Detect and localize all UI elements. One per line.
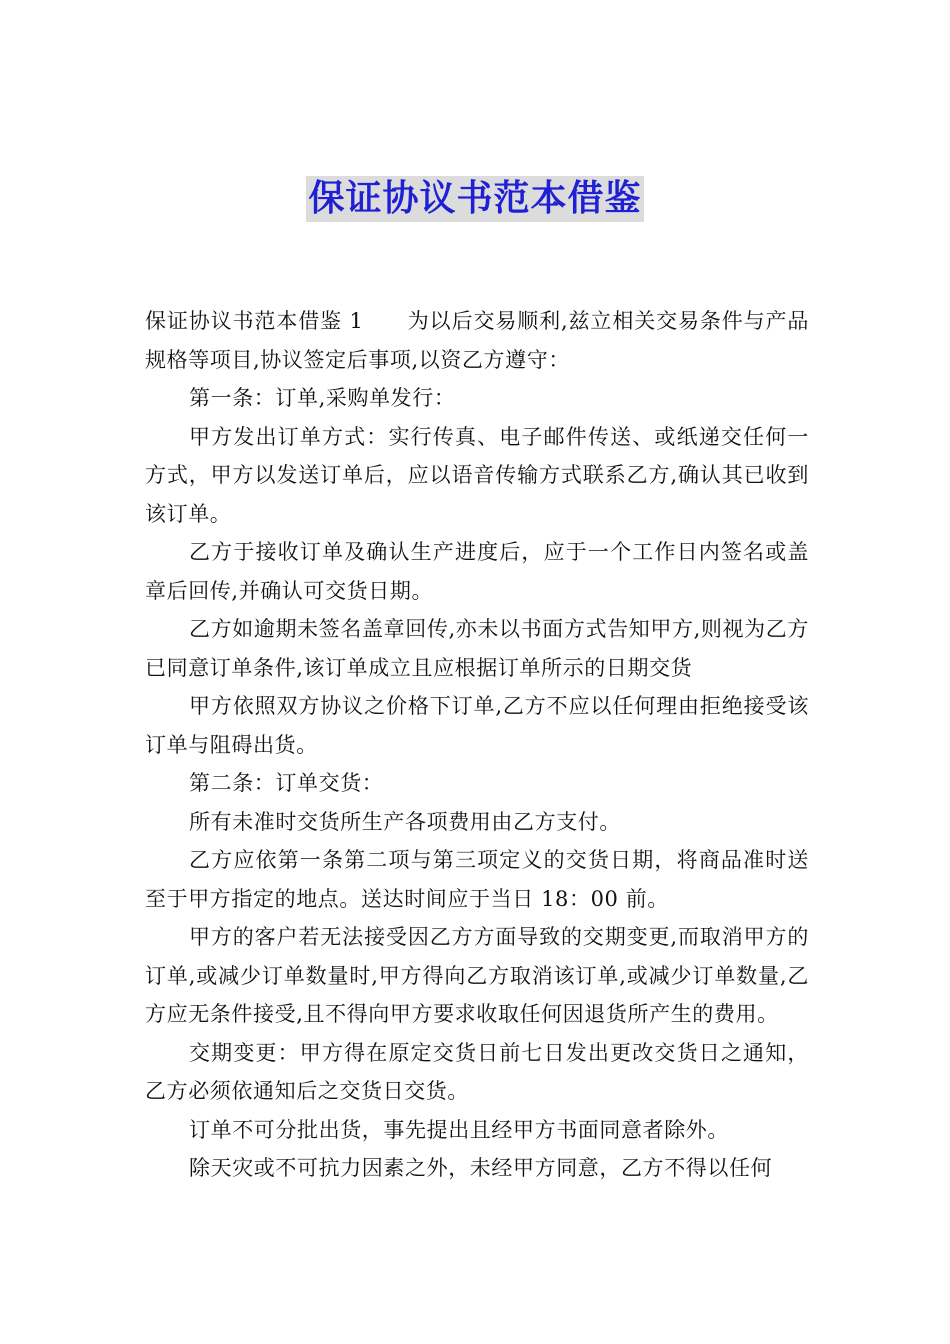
document-title: 保证协议书范本借鉴 bbox=[306, 176, 643, 222]
document-body bbox=[145, 302, 809, 1188]
paragraph: 订单不可分批出货，事先提出且经甲方书面同意者除外。 bbox=[189, 1117, 729, 1142]
paragraph: 所有未准时交货所生产各项费用由乙方支付。 bbox=[189, 809, 621, 834]
title-container bbox=[0, 176, 950, 222]
intro-text: 为以后交易顺利,兹立相关交易条件与产品规格等项目,协议签定后事项,以资乙方遵守： bbox=[145, 309, 809, 372]
intro-heading: 保证协议书范本借鉴 1 bbox=[145, 309, 364, 333]
paragraph: 乙方如逾期未签名盖章回传,亦未以书面方式告知甲方,则视为乙方已同意订单条件,该订单成立且应根据订单所示的日期交货 bbox=[145, 617, 809, 680]
paragraph: 第二条：订单交货： bbox=[189, 771, 384, 795]
paragraph: 第一条：订单,采购单发行： bbox=[189, 386, 456, 410]
paragraph: 交期变更：甲方得在原定交货日前七日发出更改交货日之通知，乙方必须依通知后之交货日交货。 bbox=[145, 1040, 809, 1103]
paragraph: 乙方应依第一条第二项与第三项定义的交货日期，将商品准时送至于甲方指定的地点。送达时间应于当日 18：00 前。 bbox=[145, 848, 809, 911]
intro-paragraph bbox=[145, 302, 809, 379]
paragraph: 甲方的客户若无法接受因乙方方面导致的交期变更,而取消甲方的订单,或减少订单数量时,甲方得向乙方取消该订单,或减少订单数量,乙方应无条件接受,且不得向甲方要求收取任何因退货所产生的费用。 bbox=[145, 925, 809, 1026]
paragraph: 甲方发出订单方式：实行传真、电子邮件传送、或纸递交任何一方式，甲方以发送订单后，应以语音传输方式联系乙方,确认其已收到该订单。 bbox=[145, 424, 809, 526]
paragraph: 甲方依照双方协议之价格下订单,乙方不应以任何理由拒绝接受该订单与阻碍出货。 bbox=[145, 694, 809, 757]
paragraph: 乙方于接收订单及确认生产进度后，应于一个工作日内签名或盖章后回传,并确认可交货日期。 bbox=[145, 540, 809, 603]
paragraph: 除天灾或不可抗力因素之外，未经甲方同意，乙方不得以任何 bbox=[189, 1156, 773, 1180]
